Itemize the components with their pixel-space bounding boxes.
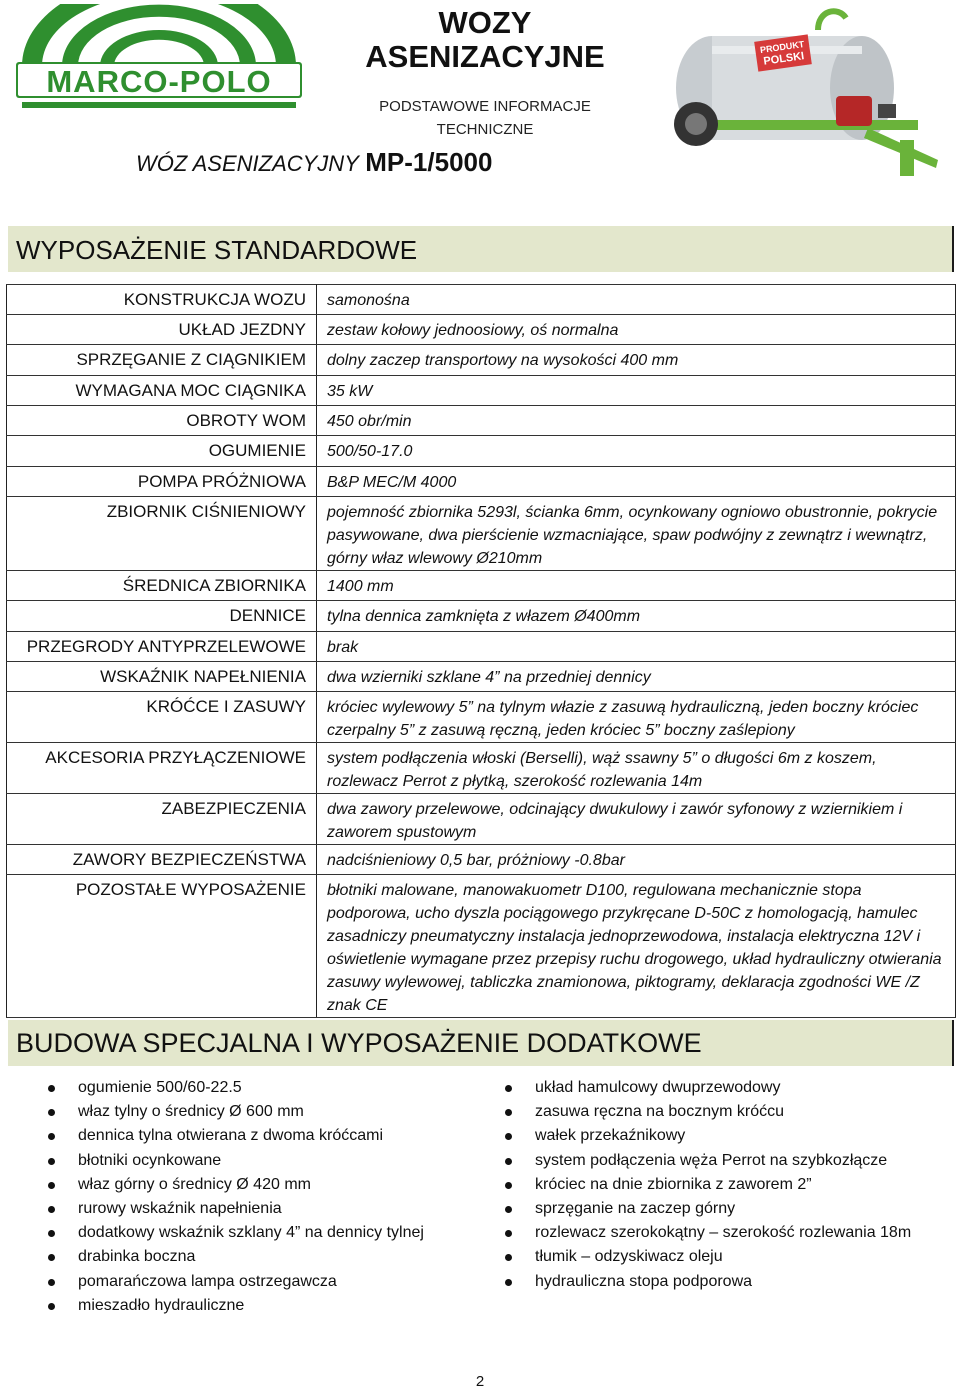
spec-label: DENNICE	[7, 601, 317, 632]
spec-label: WSKAŹNIK NAPEŁNIENIA	[7, 662, 317, 692]
list-item: właz tylny o średnicy Ø 600 mm	[48, 1100, 424, 1124]
extras-list-right	[505, 1076, 911, 1294]
list-item: dennica tylna otwierana z dwoma króćcami	[48, 1124, 424, 1148]
list-item: błotniki ocynkowane	[48, 1149, 424, 1173]
spec-label: POZOSTAŁE WYPOSAŻENIE	[7, 875, 317, 1018]
spec-label: POMPA PRÓŻNIOWA	[7, 467, 317, 497]
brand-wordmark: MARCO-POLO	[46, 64, 272, 99]
tank-label-line1: PRODUKT	[759, 39, 805, 56]
list-item: drabinka boczna	[48, 1245, 424, 1269]
extras-list-left	[48, 1076, 424, 1318]
list-item: wałek przekaźnikowy	[505, 1124, 911, 1148]
tanker-photo	[668, 0, 950, 184]
table-row	[7, 692, 956, 743]
table-row	[7, 467, 956, 497]
list-item: pomarańczowa lampa ostrzegawcza	[48, 1270, 424, 1294]
table-row	[7, 794, 956, 845]
spec-value: tylna dennica zamknięta z włazem Ø400mm	[317, 601, 956, 632]
doc-title: WOZY ASENIZACYJNE	[365, 5, 605, 74]
table-row	[7, 376, 956, 406]
table-row	[7, 497, 956, 571]
spec-value: 1400 mm	[317, 571, 956, 601]
table-row	[7, 315, 956, 345]
spec-value: 500/50-17.0	[317, 436, 956, 467]
spec-value: system podłączenia włoski (Berselli), wąż ssawny 5” o długości 6m z koszem, rozlewacz Perrot z płytką, szerokość rozlewania 14m	[317, 743, 956, 794]
section-standard-equipment: WYPOSAŻENIE STANDARDOWE	[8, 226, 954, 272]
spec-value: dwa zawory przelewowe, odcinający dwukulowy i zawór syfonowy z wziernikiem i zaworem spustowym	[317, 794, 956, 845]
list-item: właz górny o średnicy Ø 420 mm	[48, 1173, 424, 1197]
list-item: tłumik – odzyskiwacz oleju	[505, 1245, 911, 1269]
list-item: dodatkowy wskaźnik szklany 4” na dennicy tylnej	[48, 1221, 424, 1245]
table-row	[7, 743, 956, 794]
list-item: rozlewacz szerokokątny – szerokość rozlewania 18m	[505, 1221, 911, 1245]
model-number: MP-1/5000	[365, 147, 493, 177]
table-row	[7, 406, 956, 436]
table-row	[7, 845, 956, 875]
table-row	[7, 345, 956, 376]
tank-label-line2: POLSKI	[762, 50, 805, 68]
spec-label: WYMAGANA MOC CIĄGNIKA	[7, 376, 317, 406]
spec-value: króciec wylewowy 5” na tylnym włazie z zasuwą hydrauliczną, jeden boczny króciec czerpalny 5” z zasuwą ręczną, jeden króciec 5” boczny zaślepiony	[317, 692, 956, 743]
marco-polo-logo	[14, 4, 304, 114]
spec-label: ŚREDNICA ZBIORNIKA	[7, 571, 317, 601]
spec-label: ZAWORY BEZPIECZEŃSTWA	[7, 845, 317, 875]
spec-value: 450 obr/min	[317, 406, 956, 436]
list-item: króciec na dnie zbiornika z zaworem 2”	[505, 1173, 911, 1197]
spec-value: zestaw kołowy jednoosiowy, oś normalna	[317, 315, 956, 345]
spec-value: pojemność zbiornika 5293l, ścianka 6mm, ocynkowany ogniowo obustronnie, pokrycie pasywowane, dwa pierścienie wzmacniające, spaw podwójny z zewnątrz i wewnątrz, górny właz wlewowy Ø210mm	[317, 497, 956, 571]
spec-value: dolny zaczep transportowy na wysokości 400 mm	[317, 345, 956, 376]
model-heading	[136, 146, 492, 180]
spec-label: UKŁAD JEZDNY	[7, 315, 317, 345]
model-prefix: WÓZ ASENIZACYJNY	[136, 151, 359, 176]
spec-table	[6, 284, 956, 1018]
spec-label: PRZEGRODY ANTYPRZELEWOWE	[7, 632, 317, 662]
spec-label: ZBIORNIK CIŚNIENIOWY	[7, 497, 317, 571]
list-item: rurowy wskaźnik napełnienia	[48, 1197, 424, 1221]
section-special-equipment: BUDOWA SPECJALNA I WYPOSAŻENIE DODATKOWE	[8, 1020, 954, 1066]
table-row	[7, 662, 956, 692]
list-item: hydrauliczna stopa podporowa	[505, 1270, 911, 1294]
list-item: układ hamulcowy dwuprzewodowy	[505, 1076, 911, 1100]
table-row	[7, 285, 956, 315]
spec-label: AKCESORIA PRZYŁĄCZENIOWE	[7, 743, 317, 794]
list-item: mieszadło hydrauliczne	[48, 1294, 424, 1318]
spec-label: OGUMIENIE	[7, 436, 317, 467]
spec-value: dwa wzierniki szklane 4” na przedniej dennicy	[317, 662, 956, 692]
spec-value: nadciśnieniowy 0,5 bar, próżniowy -0.8bar	[317, 845, 956, 875]
spec-value: B&P MEC/M 4000	[317, 467, 956, 497]
spec-label: SPRZĘGANIE Z CIĄGNIKIEM	[7, 345, 317, 376]
table-row	[7, 571, 956, 601]
list-item: system podłączenia węża Perrot na szybkozłącze	[505, 1149, 911, 1173]
page-number: 2	[475, 1373, 485, 1390]
table-row	[7, 632, 956, 662]
list-item: sprzęganie na zaczep górny	[505, 1197, 911, 1221]
doc-subtitle: PODSTAWOWE INFORMACJE TECHNICZNE	[379, 98, 591, 138]
spec-label: KONSTRUKCJA WOZU	[7, 285, 317, 315]
table-row	[7, 436, 956, 467]
spec-label: KRÓĆCE I ZASUWY	[7, 692, 317, 743]
list-item: ogumienie 500/60-22.5	[48, 1076, 424, 1100]
spec-value: błotniki malowane, manowakuometr D100, regulowana mechanicznie stopa podporowa, ucho dyszla pociągowego przykręcane D-50C z homologacją, hamulec zasadniczy pneumatyczny instalacja jednoprzewodowa, instalacja elektryczna 12V i oświetlenie wymagane przez przepisy ruchu drogowego, układ hydrauliczny otwierania zasuwy wylewowej, tabliczka znamionowa, piktogramy, deklaracja zgodności WE /Z znak CE	[317, 875, 956, 1018]
spec-value: samonośna	[317, 285, 956, 315]
spec-label: OBROTY WOM	[7, 406, 317, 436]
list-item: zasuwa ręczna na bocznym króćcu	[505, 1100, 911, 1124]
spec-value: brak	[317, 632, 956, 662]
table-row	[7, 601, 956, 632]
spec-value: 35 kW	[317, 376, 956, 406]
table-row	[7, 875, 956, 1018]
spec-label: ZABEZPIECZENIA	[7, 794, 317, 845]
